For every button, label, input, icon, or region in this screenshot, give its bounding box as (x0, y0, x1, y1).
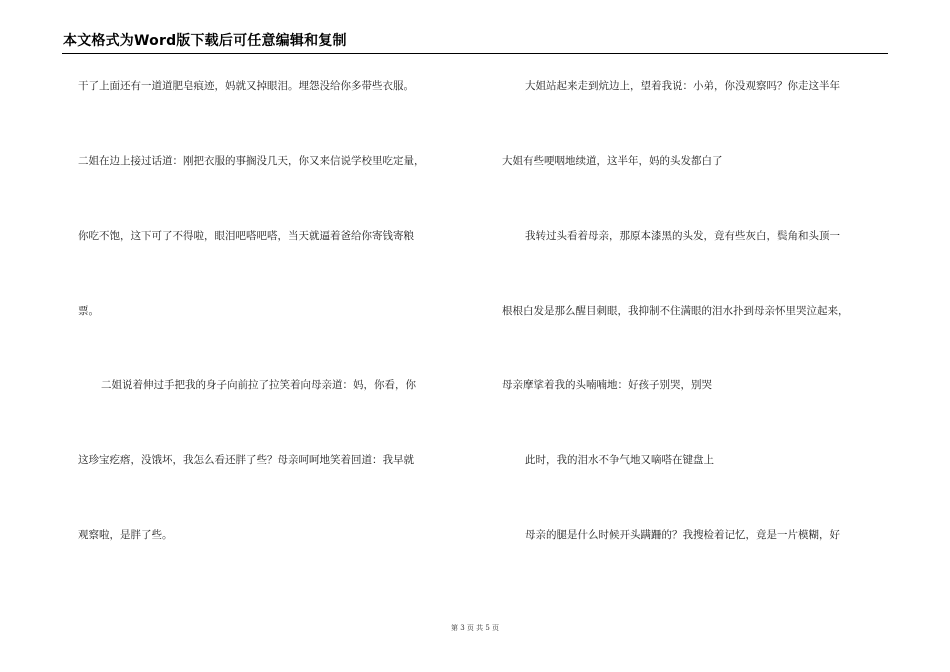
right-line-5: 母亲摩挲着我的头喃喃地：好孩子别哭，别哭 (502, 379, 712, 391)
left-line-6: 这珍宝疙瘩，没饿坏，我怎么看还胖了些？母亲呵呵地笑着回道：我早就 (78, 454, 414, 466)
left-line-1: 干了上面还有一道道肥皂痕迹，妈就又掉眼泪。埋怨没给你多带些衣服。 (78, 80, 414, 92)
right-line-6: 此时，我的泪水不争气地又嘀嗒在键盘上 (525, 454, 714, 466)
left-line-7: 观察啦，是胖了些。 (78, 529, 173, 541)
right-line-3: 我转过头看着母亲，那原本漆黑的头发，竟有些灰白，鬓角和头顶一 (525, 230, 840, 242)
left-line-5: 二姐说着伸过手把我的身子向前拉了拉笑着向母亲道：妈，你看，你 (101, 379, 416, 391)
right-line-4: 根根白发是那么醒目刺眼，我抑制不住满眼的泪水扑到母亲怀里哭泣起来， (502, 305, 849, 317)
left-line-3: 你吃不饱，这下可了不得啦，眼泪吧嗒吧嗒，当天就逼着爸给你寄钱寄粮 (78, 230, 414, 242)
left-line-2: 二姐在边上接过话道：刚把衣服的事搁没几天，你又来信说学校里吃定量， (78, 155, 425, 167)
right-line-2: 大姐有些哽咽地续道，这半年，妈的头发都白了 (502, 155, 723, 167)
header-title: 本文格式为Word版下载后可任意编辑和复制 (63, 33, 347, 49)
page-number: 第 3 页 共 5 页 (450, 624, 500, 632)
header-divider (62, 53, 888, 54)
right-line-1: 大姐站起来走到炕边上，望着我说：小弟，你没观察吗？你走这半年 (525, 80, 840, 92)
left-line-4: 票。 (78, 305, 99, 317)
right-line-7: 母亲的腿是什么时候开头蹒跚的？我搜检着记忆，竟是一片模糊，好 (525, 529, 840, 541)
